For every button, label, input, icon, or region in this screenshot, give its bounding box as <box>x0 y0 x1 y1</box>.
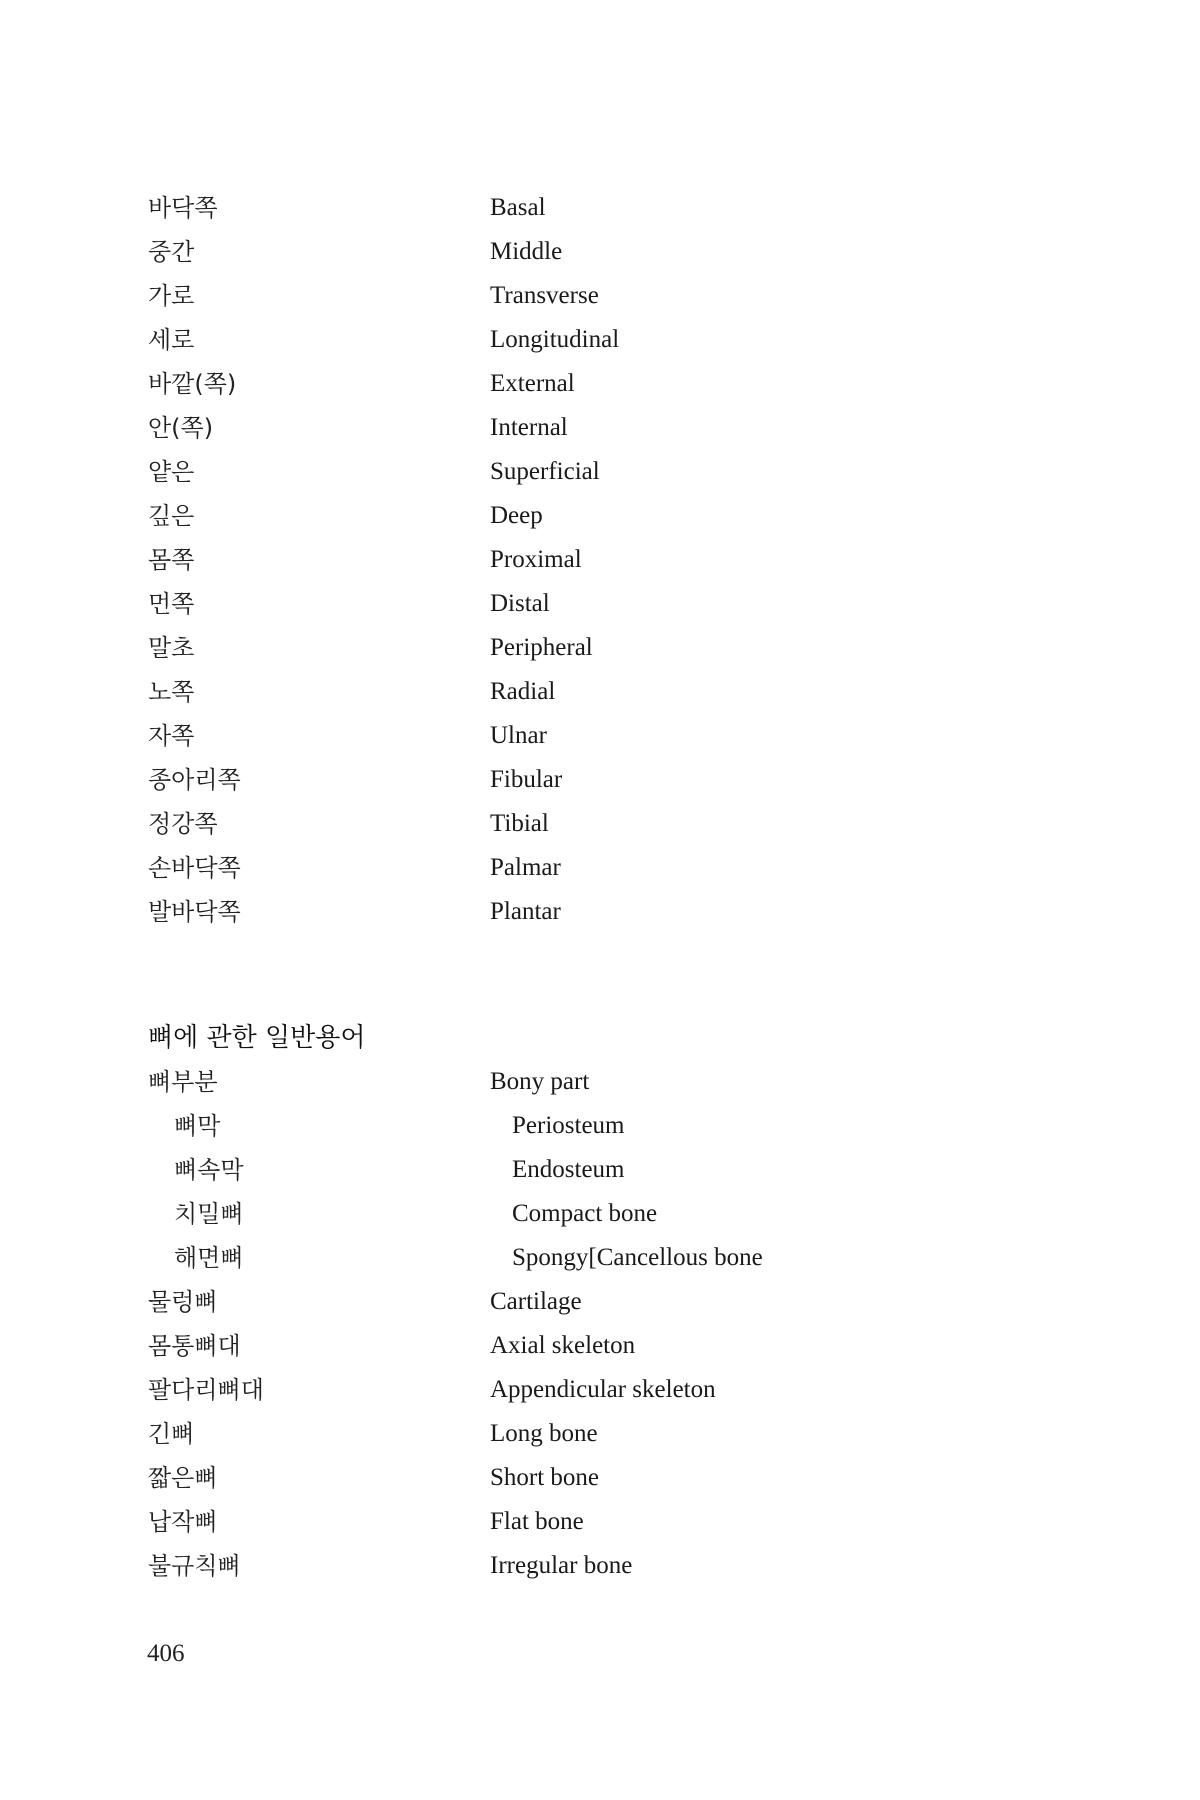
korean-term: 세로 <box>148 326 195 354</box>
term-row <box>148 1324 1048 1368</box>
term-row <box>148 802 1048 846</box>
english-term: Deep <box>490 502 543 529</box>
korean-term: 발바닥쪽 <box>148 898 241 926</box>
english-term: Compact bone <box>512 1200 658 1227</box>
korean-term: 뼈속막 <box>174 1156 244 1184</box>
section-heading: 뼈에 관한 일반용어 <box>148 1023 366 1053</box>
term-row <box>148 538 1048 582</box>
term-row <box>148 846 1048 890</box>
term-row <box>148 362 1048 406</box>
term-row <box>148 582 1048 626</box>
term-row <box>148 186 1048 230</box>
term-row <box>148 670 1048 714</box>
korean-term: 뼈막 <box>174 1112 221 1140</box>
english-term: Cartilage <box>490 1288 582 1315</box>
english-term: Middle <box>490 238 563 265</box>
korean-term: 정강쪽 <box>148 810 218 838</box>
korean-term: 말초 <box>148 634 195 662</box>
term-row <box>148 1060 1048 1104</box>
term-row-indented <box>148 1104 1048 1148</box>
english-term: Long bone <box>490 1420 598 1447</box>
korean-term: 얕은 <box>148 458 195 486</box>
english-term: Spongy[Cancellous bone <box>512 1244 763 1271</box>
term-row <box>148 1368 1048 1412</box>
term-row-indented <box>148 1236 1048 1280</box>
korean-term: 손바닥쪽 <box>148 854 241 882</box>
term-row <box>148 1280 1048 1324</box>
korean-term: 먼쪽 <box>148 590 195 618</box>
korean-term: 자쪽 <box>148 722 195 750</box>
term-row <box>148 714 1048 758</box>
english-term: Tibial <box>490 810 549 837</box>
term-row <box>148 406 1048 450</box>
korean-term: 안(쪽) <box>148 414 214 442</box>
english-term: Transverse <box>490 282 599 309</box>
korean-term: 깊은 <box>148 502 195 530</box>
korean-term: 노쪽 <box>148 678 195 706</box>
english-term: Superficial <box>490 458 600 485</box>
english-term: Endosteum <box>512 1156 625 1183</box>
term-row <box>148 1544 1048 1588</box>
term-row <box>148 274 1048 318</box>
term-row-indented <box>148 1192 1048 1236</box>
english-term: Radial <box>490 678 556 705</box>
term-row <box>148 1456 1048 1500</box>
korean-term: 팔다리뼈대 <box>148 1376 264 1404</box>
term-row <box>148 758 1048 802</box>
english-term: Bony part <box>490 1068 590 1095</box>
korean-term: 몸통뼈대 <box>148 1332 241 1360</box>
korean-term: 가로 <box>148 282 195 310</box>
term-row <box>148 1412 1048 1456</box>
korean-term: 몸쪽 <box>148 546 195 574</box>
directional-terms-list <box>148 186 1048 934</box>
english-term: Plantar <box>490 898 561 925</box>
english-term: Peripheral <box>490 634 593 661</box>
korean-term: 불규칙뼈 <box>148 1552 241 1580</box>
english-term: Periosteum <box>512 1112 625 1139</box>
korean-term: 중간 <box>148 238 195 266</box>
korean-term: 긴뼈 <box>148 1420 195 1448</box>
term-row <box>148 450 1048 494</box>
term-row <box>148 318 1048 362</box>
page-number: 406 <box>147 1640 185 1667</box>
english-term: Appendicular skeleton <box>490 1376 716 1403</box>
english-term: Flat bone <box>490 1508 584 1535</box>
english-term: Fibular <box>490 766 563 793</box>
korean-term: 물렁뼈 <box>148 1288 218 1316</box>
bone-terms-list <box>148 1060 1048 1588</box>
english-term: Longitudinal <box>490 326 620 353</box>
korean-term: 바깥(쪽) <box>148 370 237 398</box>
korean-term: 해면뼈 <box>174 1244 244 1272</box>
english-term: Proximal <box>490 546 582 573</box>
english-term: Distal <box>490 590 550 617</box>
term-row <box>148 494 1048 538</box>
term-row <box>148 626 1048 670</box>
english-term: Ulnar <box>490 722 547 749</box>
english-term: Palmar <box>490 854 561 881</box>
korean-term: 바닥쪽 <box>148 194 218 222</box>
english-term: Internal <box>490 414 568 441</box>
korean-term: 종아리쪽 <box>148 766 241 794</box>
english-term: Axial skeleton <box>490 1332 636 1359</box>
english-term: Short bone <box>490 1464 600 1491</box>
term-row <box>148 1500 1048 1544</box>
korean-term: 짧은뼈 <box>148 1464 218 1492</box>
term-row <box>148 230 1048 274</box>
english-term: Irregular bone <box>490 1552 633 1579</box>
english-term: Basal <box>490 194 546 221</box>
term-row-indented <box>148 1148 1048 1192</box>
korean-term: 뼈부분 <box>148 1068 218 1096</box>
korean-term: 치밀뼈 <box>174 1200 244 1228</box>
korean-term: 납작뼈 <box>148 1508 218 1536</box>
english-term: External <box>490 370 575 397</box>
term-row <box>148 890 1048 934</box>
